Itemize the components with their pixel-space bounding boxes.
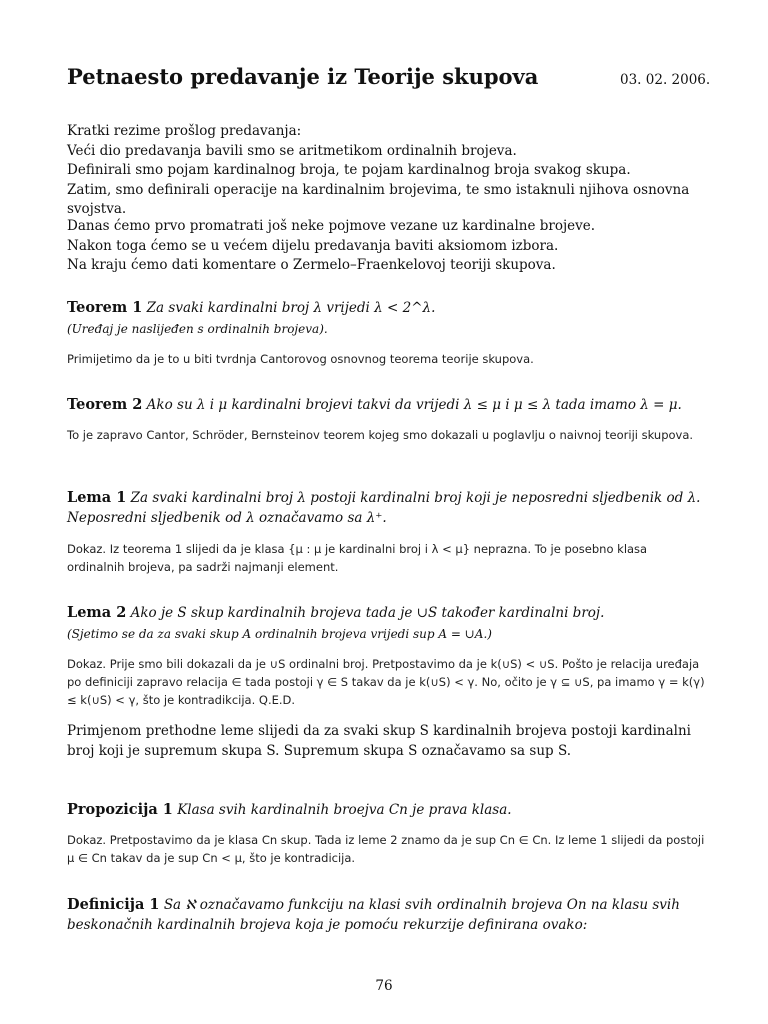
propozicija-1-heading: Propozicija 1 [67, 801, 173, 818]
lema-1-statement: Za svaki kardinalni broj λ postoji kardinalni broj koji je neposredni sljedbenik od λ. Neposredni sljedbenik od λ označavamo sa λ⁺. [67, 490, 701, 526]
lema-2-heading: Lema 2 [67, 604, 127, 621]
definicija-1-statement: Sa ℵ označavamo funkciju na klasi svih ordinalnih brojeva On na klasu svih beskonačnih kardinalnih brojeva koja je pomoću rekurzije definirana ovako: [67, 897, 680, 933]
teorem-1-heading: Teorem 1 [67, 299, 143, 316]
definicija-1 [67, 895, 707, 935]
teorem-1-statement: Za svaki kardinalni broj λ vrijedi λ < 2^λ. [146, 300, 436, 316]
definicija-1-heading: Definicija 1 [67, 896, 160, 913]
intro-line: Kratki rezime prošlog predavanja: [67, 123, 302, 139]
plan-line: Na kraju ćemo dati komentare o Zermelo–Fraenkelovoj teoriji skupova. [67, 257, 556, 273]
teorem-1 [67, 298, 707, 339]
lema-1-proof: Dokaz. Iz teorema 1 slijedi da je klasa {μ : μ je kardinalni broj i λ < μ} neprazna. To je posebno klasa ordinalnih brojeva, pa sadrži najmanji element. [67, 542, 648, 574]
teorem-1-remark: Primijetimo da je to u biti tvrdnja Cantorovog osnovnog teorema teorije skupova. [67, 352, 534, 366]
teorem-1-note: (Uređaj je naslijeđen s ordinalnih brojeva). [67, 321, 328, 336]
propozicija-1-proof: Dokaz. Pretpostavimo da je klasa Cn skup. Tada iz leme 2 znamo da je sup Cn ∈ Cn. Iz leme 1 slijedi da postoji μ ∈ Cn takav da je sup Cn < μ, što je kontradicija. [67, 833, 705, 865]
teorem-2-remark: To je zapravo Cantor, Schröder, Bernsteinov teorem kojeg smo dokazali u poglavlju o naivnoj teoriji skupova. [67, 428, 694, 442]
teorem-2 [67, 395, 707, 416]
intro-line: Veći dio predavanja bavili smo se aritmetikom ordinalnih brojeva. [67, 142, 517, 159]
intro-line: Definirali smo pojam kardinalnog broja, te pojam kardinalnog broja svakog skupa. [67, 162, 631, 178]
teorem-2-heading: Teorem 2 [67, 396, 143, 413]
teorem-2-statement: Ako su λ i μ kardinalni brojevi takvi da vrijedi λ ≤ μ i μ ≤ λ tada imamo λ = μ. [146, 397, 682, 413]
lema-1-heading: Lema 1 [67, 489, 127, 506]
lema-2-statement: Ako je S skup kardinalnih brojeva tada je ∪S također kardinalni broj. [130, 605, 605, 621]
lema-1 [67, 488, 707, 528]
plan-line: Danas ćemo prvo promatrati još neke pojmove vezane uz kardinalne brojeve. [67, 218, 596, 234]
page-title: Petnaesto predavanje iz Teorije skupova [67, 64, 539, 89]
propozicija-1-statement: Klasa svih kardinalnih broejva Cn je prava klasa. [177, 802, 512, 818]
page-number: 76 [375, 978, 393, 994]
supremum-paragraph: Primjenom prethodne leme slijedi da za svaki skup S kardinalnih brojeva postoji kardinalni broj koji je supremum skupa S. Supremum skupa S označavamo sa sup S. [67, 723, 691, 759]
lema-2-note: (Sjetimo se da za svaki skup A ordinalnih brojeva vrijedi sup A = ∪A.) [67, 626, 492, 641]
intro-paragraph [67, 122, 707, 220]
plan-line: Nakon toga ćemo se u većem dijelu predavanja baviti aksiomom izbora. [67, 237, 559, 254]
lema-2-proof: Dokaz. Prije smo bili dokazali da je ∪S ordinalni broj. Pretpostavimo da je k(∪S) < ∪S. Pošto je relacija uređaja po definiciji zapravo relacija ∈ tada postoji γ ∈ S takav da je k(∪S) < γ. No, očito je γ ⊆ ∪S, pa imamo γ = k(γ) ≤ k(∪S) < γ, što je kontradikcija. Q.E.D. [67, 657, 705, 707]
lema-2 [67, 603, 707, 644]
propozicija-1 [67, 800, 707, 821]
intro-line: Zatim, smo definirali operacije na kardinalnim brojevima, te smo istaknuli njihova osnovna svojstva. [67, 181, 690, 217]
lecture-date: 03. 02. 2006. [620, 72, 711, 88]
plan-paragraph [67, 217, 707, 276]
